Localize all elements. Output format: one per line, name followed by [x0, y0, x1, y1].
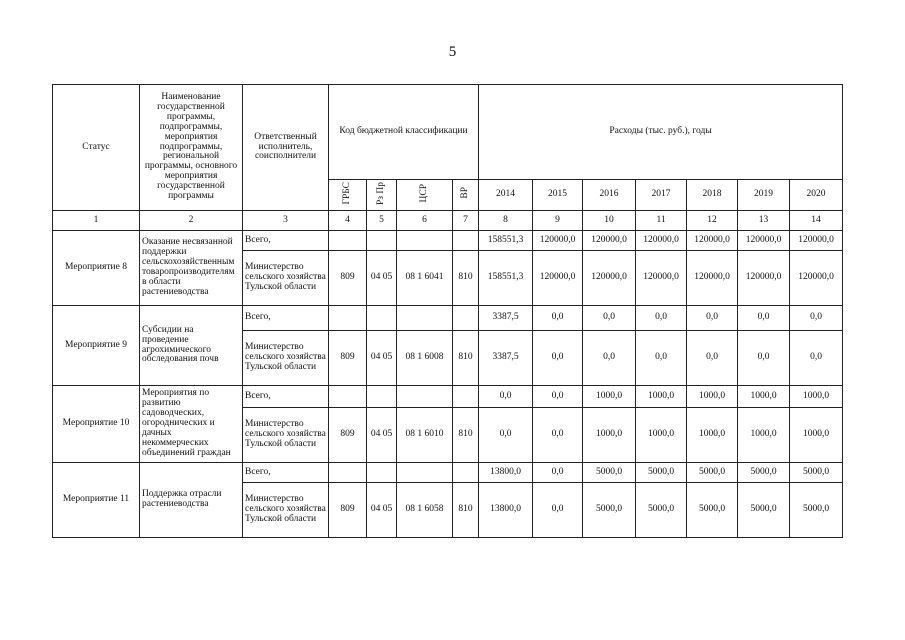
- column-number: 8: [479, 211, 533, 231]
- empty-cell: [367, 463, 397, 483]
- executor-value: 1000,0: [687, 408, 738, 463]
- row-csr: 08 1 6008: [397, 331, 453, 386]
- column-number: 12: [687, 211, 738, 231]
- row-total-label: Всего,: [243, 306, 329, 331]
- header-year: 2016: [583, 180, 636, 211]
- row-name: Поддержка отрасли растениеводства: [140, 463, 243, 538]
- executor-value: 120000,0: [533, 251, 583, 306]
- total-value: 158551,3: [479, 231, 533, 251]
- table-row: [53, 231, 843, 251]
- row-name: Оказание несвязанной поддержки сельскохозяйственным товаропроизводителям в области растениеводства: [140, 231, 243, 306]
- empty-cell: [453, 231, 479, 251]
- executor-value: 5000,0: [790, 483, 843, 538]
- row-status: Мероприятие 9: [53, 306, 140, 386]
- header-year: 2015: [533, 180, 583, 211]
- executor-value: 5000,0: [687, 483, 738, 538]
- page-number: 5: [448, 44, 457, 60]
- row-rzpr: 04 05: [367, 483, 397, 538]
- row-vr: 810: [453, 483, 479, 538]
- total-value: 0,0: [636, 306, 687, 331]
- executor-value: 13800,0: [479, 483, 533, 538]
- executor-value: 0,0: [636, 331, 687, 386]
- executor-value: 1000,0: [583, 408, 636, 463]
- row-csr: 08 1 6058: [397, 483, 453, 538]
- empty-cell: [329, 306, 367, 331]
- row-status: Мероприятие 8: [53, 231, 140, 306]
- executor-value: 120000,0: [583, 251, 636, 306]
- row-executor: Министерство сельского хозяйства Тульской области: [243, 251, 329, 306]
- row-grbs: 809: [329, 251, 367, 306]
- total-value: 1000,0: [687, 386, 738, 408]
- executor-value: 5000,0: [738, 483, 790, 538]
- column-number: 4: [329, 211, 367, 231]
- row-executor: Министерство сельского хозяйства Тульской области: [243, 331, 329, 386]
- row-grbs: 809: [329, 331, 367, 386]
- executor-value: 120000,0: [687, 251, 738, 306]
- executor-value: 0,0: [533, 331, 583, 386]
- header-expenses: Расходы (тыс. руб.), годы: [479, 85, 843, 180]
- empty-cell: [397, 231, 453, 251]
- row-executor: Министерство сельского хозяйства Тульской области: [243, 483, 329, 538]
- column-number: 1: [53, 211, 140, 231]
- empty-cell: [329, 231, 367, 251]
- total-value: 120000,0: [583, 231, 636, 251]
- row-total-label: Всего,: [243, 463, 329, 483]
- executor-value: 158551,3: [479, 251, 533, 306]
- empty-cell: [397, 306, 453, 331]
- empty-cell: [329, 463, 367, 483]
- row-status: Мероприятие 11: [53, 463, 140, 538]
- empty-cell: [329, 386, 367, 408]
- row-total-label: Всего,: [243, 231, 329, 251]
- total-value: 5000,0: [738, 463, 790, 483]
- header-name: Наименование государственной программы, подпрограммы, мероприятия подпрограммы, региональной программы, основного мероприятия государственной программы: [140, 85, 243, 211]
- executor-value: 5000,0: [583, 483, 636, 538]
- header-vr: [453, 180, 479, 211]
- header-year: 2017: [636, 180, 687, 211]
- executor-value: 0,0: [479, 408, 533, 463]
- total-value: 0,0: [533, 386, 583, 408]
- column-number: 9: [533, 211, 583, 231]
- row-rzpr: 04 05: [367, 408, 397, 463]
- executor-value: 1000,0: [636, 408, 687, 463]
- table-row: [53, 463, 843, 483]
- total-value: 120000,0: [738, 231, 790, 251]
- total-value: 0,0: [687, 306, 738, 331]
- executor-value: 0,0: [533, 483, 583, 538]
- total-value: 0,0: [533, 306, 583, 331]
- header-csr-label: ЦСР: [418, 183, 429, 203]
- total-value: 0,0: [479, 386, 533, 408]
- header-year: 2019: [738, 180, 790, 211]
- header-grbs-label: ГРБС: [341, 181, 352, 205]
- total-value: 0,0: [738, 306, 790, 331]
- column-number: 13: [738, 211, 790, 231]
- executor-value: 3387,5: [479, 331, 533, 386]
- header-rzpr-label: Рз Пр: [375, 181, 386, 205]
- total-value: 120000,0: [790, 231, 843, 251]
- header-csr: [397, 180, 453, 211]
- total-value: 120000,0: [533, 231, 583, 251]
- executor-value: 1000,0: [790, 408, 843, 463]
- table-row: [53, 386, 843, 408]
- row-executor: Министерство сельского хозяйства Тульской области: [243, 408, 329, 463]
- total-value: 120000,0: [636, 231, 687, 251]
- total-value: 120000,0: [687, 231, 738, 251]
- row-vr: 810: [453, 408, 479, 463]
- executor-value: 5000,0: [636, 483, 687, 538]
- total-value: 0,0: [583, 306, 636, 331]
- executor-value: 0,0: [790, 331, 843, 386]
- row-csr: 08 1 6010: [397, 408, 453, 463]
- empty-cell: [397, 386, 453, 408]
- header-responsible: Ответственный исполнитель, соисполнители: [243, 85, 329, 211]
- row-status: Мероприятие 10: [53, 386, 140, 463]
- header-status: Статус: [53, 85, 140, 211]
- executor-value: 0,0: [687, 331, 738, 386]
- table-row: [53, 306, 843, 331]
- row-csr: 08 1 6041: [397, 251, 453, 306]
- header-year: 2014: [479, 180, 533, 211]
- executor-value: 0,0: [533, 408, 583, 463]
- column-number: 14: [790, 211, 843, 231]
- column-number: 6: [397, 211, 453, 231]
- empty-cell: [453, 463, 479, 483]
- column-number: 3: [243, 211, 329, 231]
- row-rzpr: 04 05: [367, 331, 397, 386]
- total-value: 1000,0: [738, 386, 790, 408]
- total-value: 5000,0: [583, 463, 636, 483]
- empty-cell: [367, 231, 397, 251]
- executor-value: 120000,0: [636, 251, 687, 306]
- empty-cell: [367, 306, 397, 331]
- row-total-label: Всего,: [243, 386, 329, 408]
- total-value: 13800,0: [479, 463, 533, 483]
- total-value: 5000,0: [790, 463, 843, 483]
- executor-value: 0,0: [583, 331, 636, 386]
- header-grbs: [329, 180, 367, 211]
- row-grbs: 809: [329, 483, 367, 538]
- header-year: 2020: [790, 180, 843, 211]
- column-number: 10: [583, 211, 636, 231]
- total-value: 1000,0: [583, 386, 636, 408]
- empty-cell: [367, 386, 397, 408]
- row-vr: 810: [453, 251, 479, 306]
- column-number: 5: [367, 211, 397, 231]
- column-number: 7: [453, 211, 479, 231]
- executor-value: 120000,0: [738, 251, 790, 306]
- empty-cell: [397, 463, 453, 483]
- total-value: 1000,0: [636, 386, 687, 408]
- total-value: 5000,0: [636, 463, 687, 483]
- column-number: 11: [636, 211, 687, 231]
- empty-cell: [453, 306, 479, 331]
- total-value: 3387,5: [479, 306, 533, 331]
- row-rzpr: 04 05: [367, 251, 397, 306]
- header-vr-label: ВР: [459, 187, 470, 199]
- total-value: 0,0: [533, 463, 583, 483]
- empty-cell: [453, 386, 479, 408]
- header-year: 2018: [687, 180, 738, 211]
- column-number: 2: [140, 211, 243, 231]
- column-number-row: [53, 211, 843, 231]
- row-grbs: 809: [329, 408, 367, 463]
- executor-value: 120000,0: [790, 251, 843, 306]
- header-rzpr: [367, 180, 397, 211]
- executor-value: 0,0: [738, 331, 790, 386]
- header-budget-code: Код бюджетной классификации: [329, 85, 479, 180]
- total-value: 1000,0: [790, 386, 843, 408]
- row-name: Субсидии на проведение агрохимического обследования почв: [140, 306, 243, 386]
- row-name: Мероприятия по развитию садоводческих, огороднических и дачных некоммерческих объединений граждан: [140, 386, 243, 463]
- total-value: 5000,0: [687, 463, 738, 483]
- executor-value: 1000,0: [738, 408, 790, 463]
- total-value: 0,0: [790, 306, 843, 331]
- budget-table: [52, 84, 843, 538]
- row-vr: 810: [453, 331, 479, 386]
